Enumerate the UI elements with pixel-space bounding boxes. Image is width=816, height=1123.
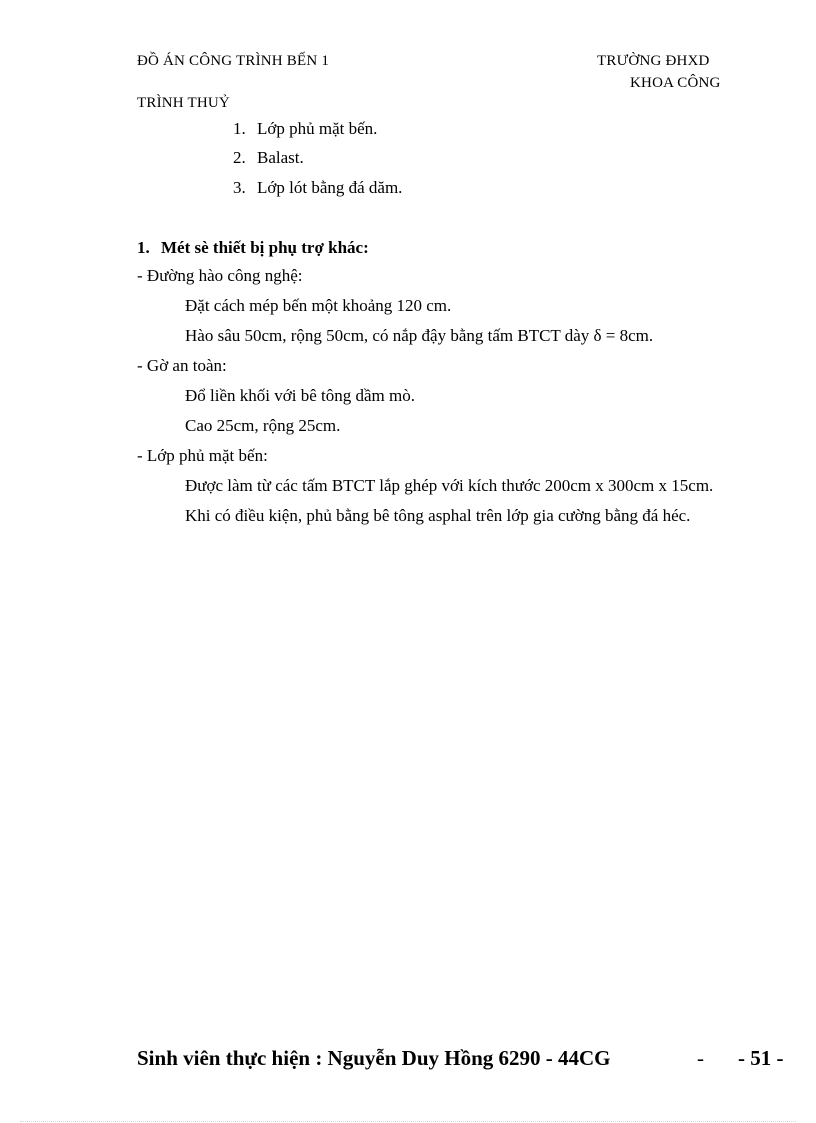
- list-text: Lớp phủ mặt bến.: [257, 119, 378, 138]
- footer-dash: -: [697, 1046, 704, 1070]
- list-number: 2.: [233, 148, 246, 167]
- group-label-trench: - Đường hào công nghệ:: [137, 266, 303, 285]
- footer-author: Sinh viên thực hiện : Nguyễn Duy Hồng 6290 - 44CG: [137, 1046, 611, 1070]
- numbered-list-item: [233, 178, 402, 198]
- numbered-list-item: [233, 148, 304, 168]
- list-number: 1.: [233, 119, 246, 138]
- header-left-line2: TRÌNH THUỶ: [137, 95, 230, 111]
- numbered-list-item: [233, 119, 377, 139]
- list-text: Lớp lót bằng đá dăm.: [257, 178, 403, 197]
- paragraph-line: Được làm từ các tấm BTCT lắp ghép với kích thước 200cm x 300cm x 15cm.: [185, 476, 714, 495]
- paragraph-line: Khi có điều kiện, phủ bằng bê tông asphal trên lớp gia cường bằng đá héc.: [185, 506, 691, 525]
- group-label-surface-layer: - Lớp phủ mặt bến:: [137, 446, 268, 465]
- page-number: - 51 -: [738, 1046, 784, 1070]
- paragraph-line: Đổ liền khối với bê tông dầm mò.: [185, 386, 415, 405]
- section-title: Mét sè thiết bị phụ trợ khác:: [161, 238, 369, 257]
- paragraph-line: Hào sâu 50cm, rộng 50cm, có nắp đậy bằng tấm BTCT dày δ = 8cm.: [185, 326, 654, 345]
- list-number: 3.: [233, 178, 246, 197]
- section-heading: [137, 238, 369, 258]
- section-number: 1.: [137, 238, 150, 257]
- paragraph-line: Cao 25cm, rộng 25cm.: [185, 416, 341, 435]
- paragraph-line: Đặt cách mép bến một khoảng 120 cm.: [185, 296, 452, 315]
- page-bottom-divider: [20, 1121, 796, 1122]
- list-text: Balast.: [257, 148, 304, 167]
- group-label-safety-curb: - Gờ an toàn:: [137, 356, 227, 375]
- header-right-line1: TRƯỜNG ĐHXD: [597, 53, 710, 69]
- header-left-line1: ĐỒ ÁN CÔNG TRÌNH BẾN 1: [137, 53, 330, 69]
- header-right-line2: KHOA CÔNG: [630, 75, 721, 91]
